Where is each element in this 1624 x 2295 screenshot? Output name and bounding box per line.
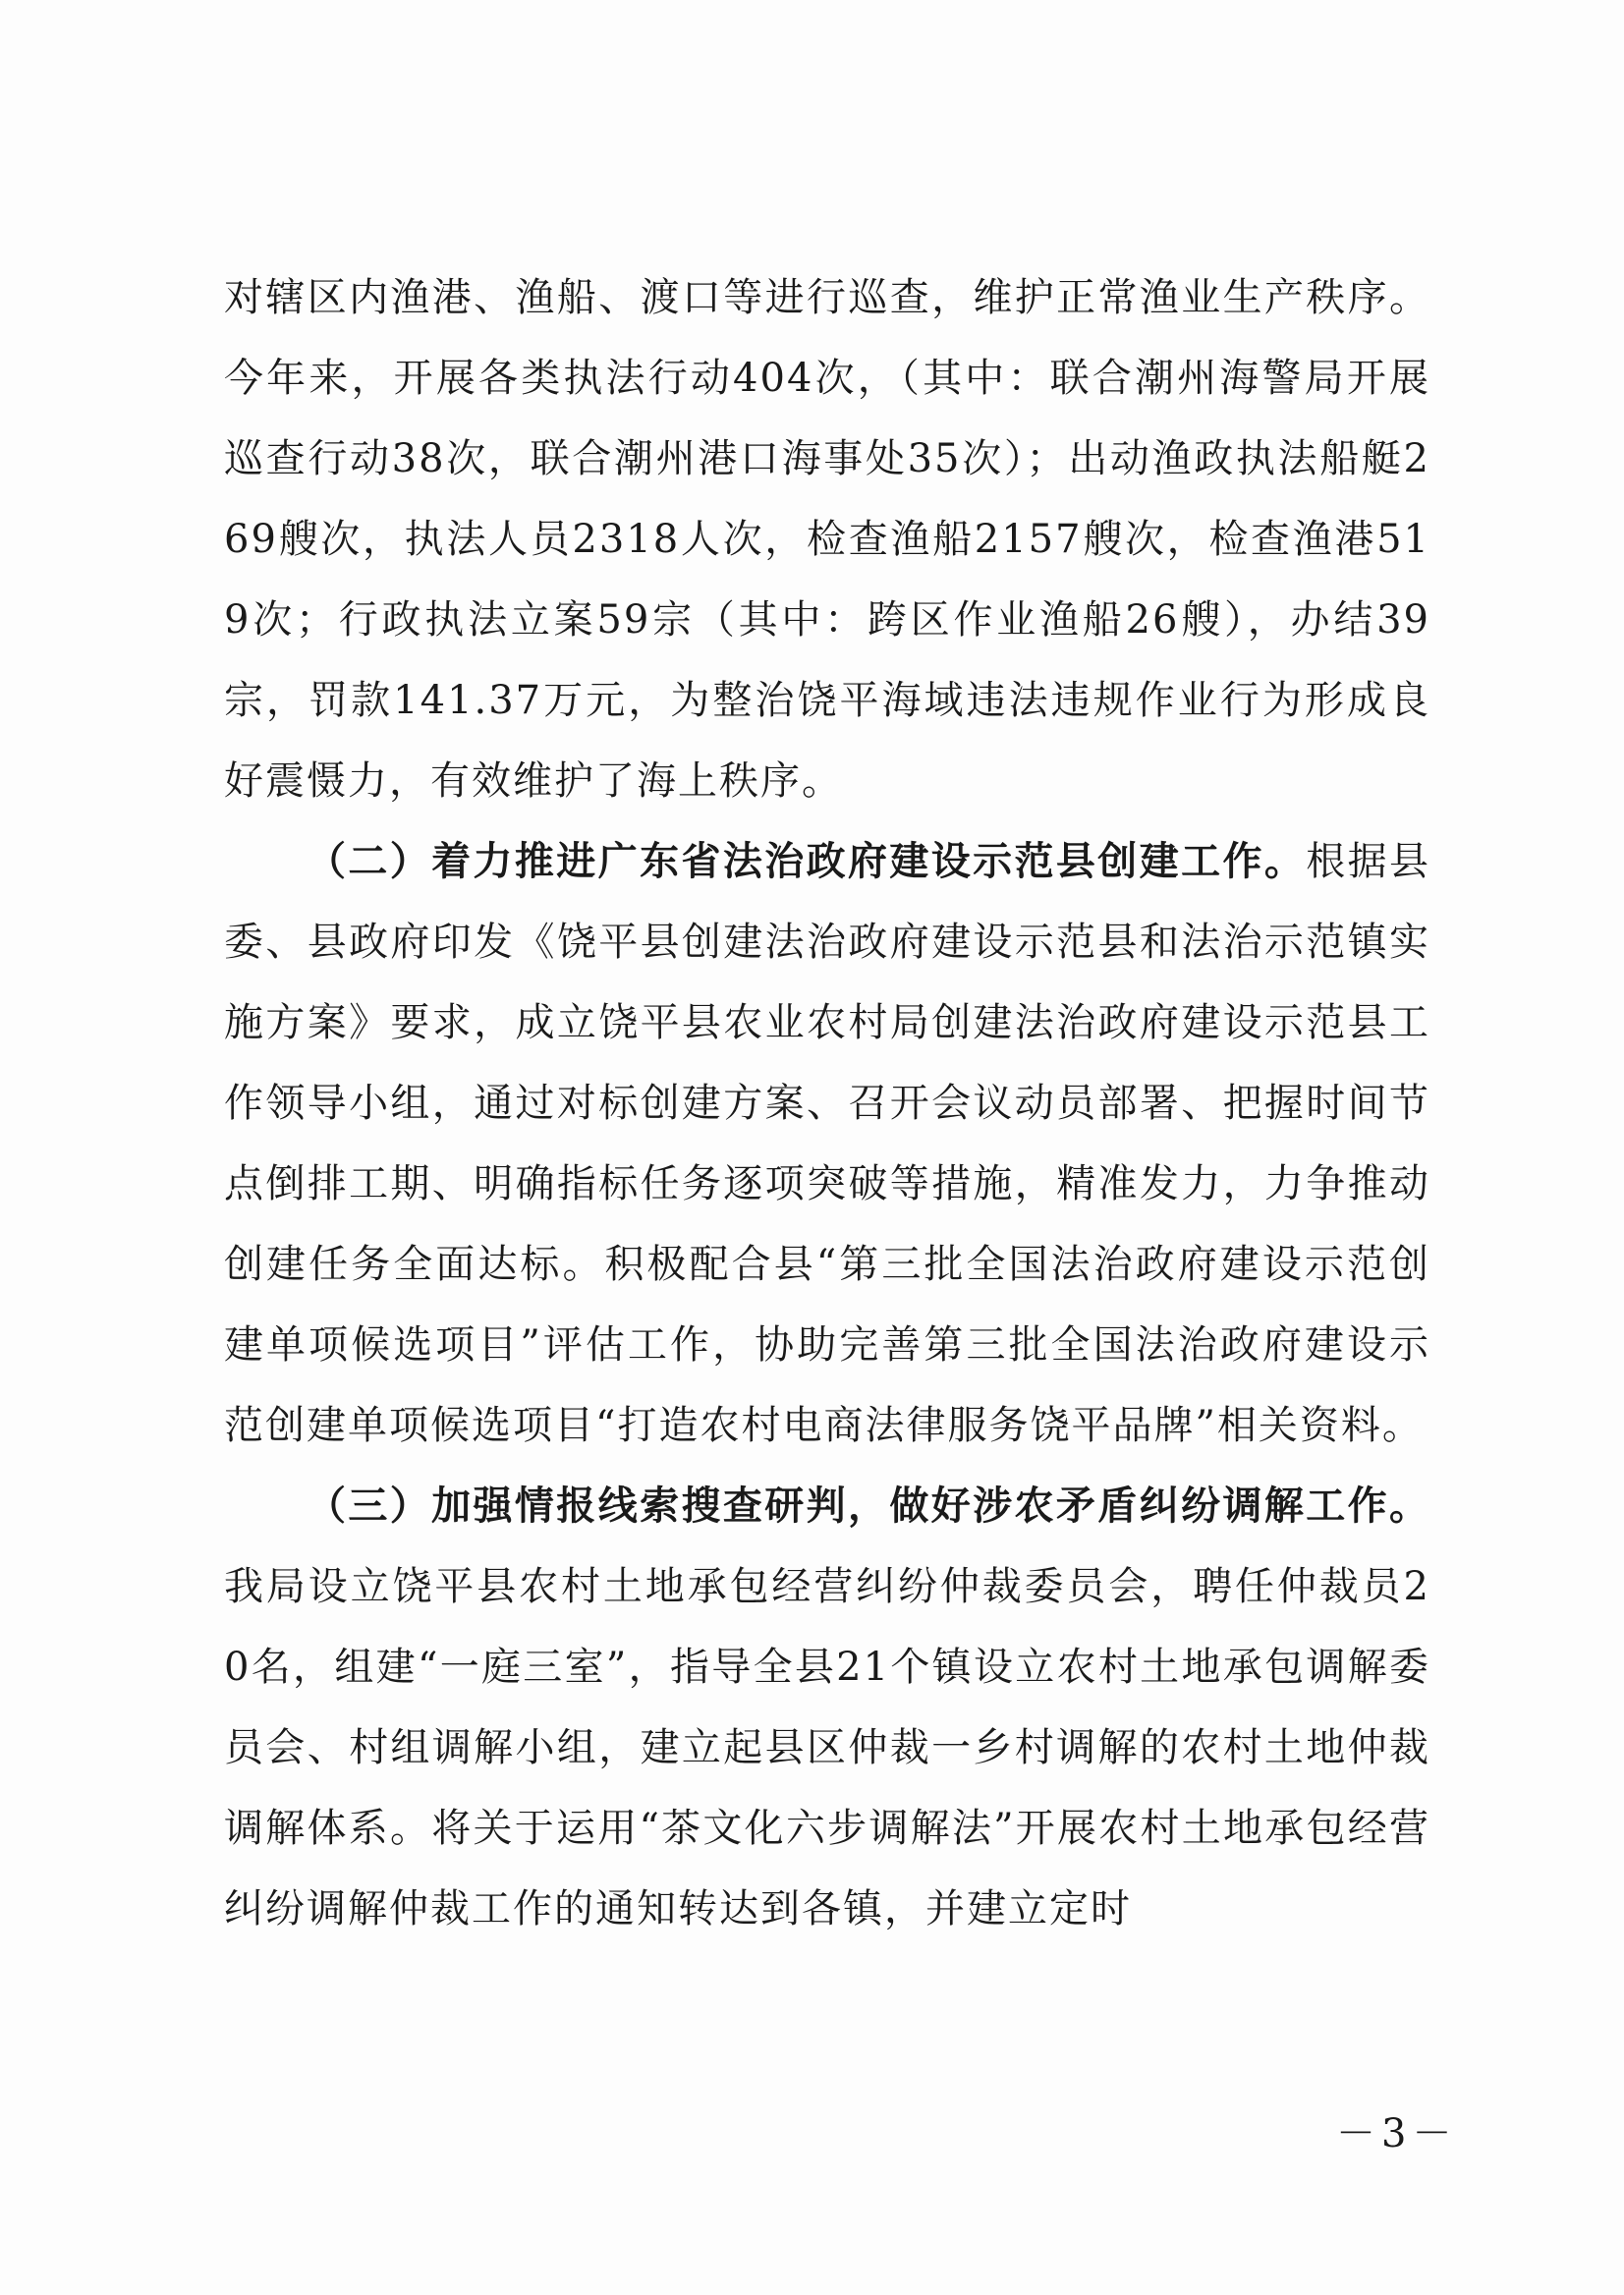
page-number: －3－ [1336,2111,1458,2156]
paragraph-1 [224,257,1430,821]
document-body [224,257,1430,1949]
paragraph-2 [224,821,1430,1466]
paragraph-3 [224,1466,1430,1949]
paragraph-1-text: 对辖区内渔港、渔船、渡口等进行巡查，维护正常渔业生产秩序。今年来，开展各类执法行动404次，（其中：联合潮州海警局开展巡查行动38次，联合潮州港口海事处35次）；出动渔政执法船艇269艘次，执法人员2318人次，检查渔船2157艘次，检查渔港519次；行政执法立案59宗（其中：跨区作业渔船26艘），办结39宗，罚款141.37万元，为整治饶平海域违法违规作业行为形成良好震慑力，有效维护了海上秩序。 [224,275,1430,804]
paragraph-3-text: 我局设立饶平县农村土地承包经营纠纷仲裁委员会，聘任仲裁员20名，组建“一庭三室”，指导全县21个镇设立农村土地承包调解委员会、村组调解小组，建立起县区仲裁一乡村调解的农村土地仲裁调解体系。将关于运用“茶文化六步调解法”开展农村土地承包经营纠纷调解仲裁工作的通知转达到各镇，并建立定时 [224,1564,1430,1931]
paragraph-2-text: 根据县委、县政府印发《饶平县创建法治政府建设示范县和法治示范镇实施方案》要求，成立饶平县农业农村局创建法治政府建设示范县工作领导小组，通过对标创建方案、召开会议动员部署、把握时间节点倒排工期、明确指标任务逐项突破等措施，精准发力，力争推动创建任务全面达标。积极配合县“第三批全国法治政府建设示范创建单项候选项目”评估工作，协助完善第三批全国法治政府建设示范创建单项候选项目“打造农村电商法律服务饶平品牌”相关资料。 [224,839,1431,1448]
paragraph-3-heading: （三）加强情报线索搜查研判，做好涉农矛盾纠纷调解工作。 [307,1483,1430,1529]
paragraph-2-heading: （二）着力推进广东省法治政府建设示范县创建工作。 [307,838,1307,884]
